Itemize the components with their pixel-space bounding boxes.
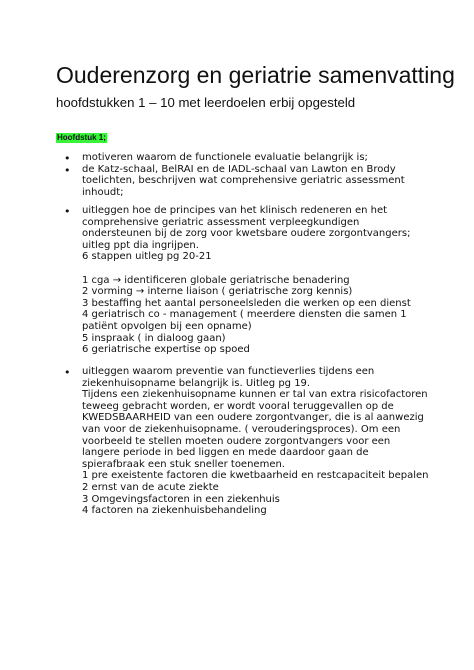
text-line: patiënt opvolgen bij een opname) — [82, 320, 252, 332]
text-line: uitleggen hoe de principes van het klinisch redeneren en het — [82, 205, 388, 216]
list-item — [64, 366, 464, 517]
text-line: 4 geriatrisch co - management ( meerdere diensten die samen 1 — [82, 309, 407, 321]
text-line: 1 pre exeistente factoren die kwetbaarheid en restcapaciteit bepalen — [82, 470, 429, 482]
text-line: uitleggen waarom preventie van functieverlies tijdens een — [82, 366, 375, 377]
text-line: ondersteunen bij de zorg voor kwetsbare oudere zorgontvangers; — [82, 228, 411, 240]
text-line: Tijdens een ziekenhuisopname kunnen er tal van extra risicofactoren — [82, 389, 428, 401]
text-line: 3 bestaffing het aantal personeelsleden die werken op een dienst — [82, 297, 411, 309]
text-line: toelichten, beschrijven wat comprehensive geriatric assessment — [82, 175, 405, 187]
text-line: spierafbraak een stuk sneller toenemen. — [82, 458, 285, 470]
text-line: comprehensive geriatric assessment verpleegkundigen — [82, 216, 360, 228]
text-line: 2 ernst van de acute ziekte — [82, 481, 219, 493]
text-line: langere periode in bed liggen en mede daardoor gaan de — [82, 447, 369, 459]
text-line: 2 vorming → interne liaison ( geriatrische zorg kennis) — [82, 286, 353, 298]
text-line: uitleg ppt dia ingrijpen. — [82, 239, 199, 251]
bullet-icon: • — [64, 163, 71, 177]
text-line: 3 Omgevingsfactoren in een ziekenhuis — [82, 493, 280, 505]
bullet-icon: • — [64, 205, 71, 218]
text-line: 6 geriatrische expertise op spoed — [82, 344, 250, 356]
text-line: 1 cga → identificeren globale geriatrische benadering — [82, 274, 350, 286]
list-item — [64, 205, 464, 356]
document-title: Ouderenzorg en geriatrie samenvatting — [56, 62, 455, 88]
text-line: 4 factoren na ziekenhuisbehandeling — [82, 505, 267, 517]
text-line: ziekenhuisopname belangrijk is. Uitleg pg 19. — [82, 377, 311, 389]
text-line: inhoudt; — [82, 186, 124, 198]
text-line: van voor de ziekenhuisopname. ( verouderingsproces). Om een — [82, 423, 401, 435]
bullet-icon: • — [64, 366, 71, 379]
bullet-list-bottom — [64, 366, 464, 517]
text-line: teweeg gebracht worden, er wordt vooral teruggevallen op de — [82, 400, 394, 412]
text-line: de Katz-schaal, BelRAI en de IADL-schaal van Lawton en Brody — [82, 163, 396, 175]
text-line — [82, 263, 464, 275]
bullet-icon: • — [64, 152, 71, 165]
list-item — [64, 164, 464, 199]
document-subtitle: hoofdstukken 1 – 10 met leerdoelen erbij opgesteld — [56, 95, 356, 110]
list-item — [64, 152, 464, 164]
text-line: motiveren waarom de functionele evaluatie belangrijk is; — [82, 152, 368, 163]
text-line: 6 stappen uitleg pg 20-21 — [82, 251, 212, 263]
text-line: KWEDSBAARHEID van een oudere zorgontvanger, die is al aanwezig — [82, 412, 424, 424]
text-line: voorbeeld te stellen moeten oudere zorgontvangers voor een — [82, 435, 391, 447]
bullet-list-middle — [64, 205, 464, 356]
text-line: 5 inspraak ( in dialoog gaan) — [82, 332, 226, 344]
chapter-heading: Hoofdstuk 1; — [57, 133, 106, 142]
bullet-list-top — [64, 152, 464, 198]
